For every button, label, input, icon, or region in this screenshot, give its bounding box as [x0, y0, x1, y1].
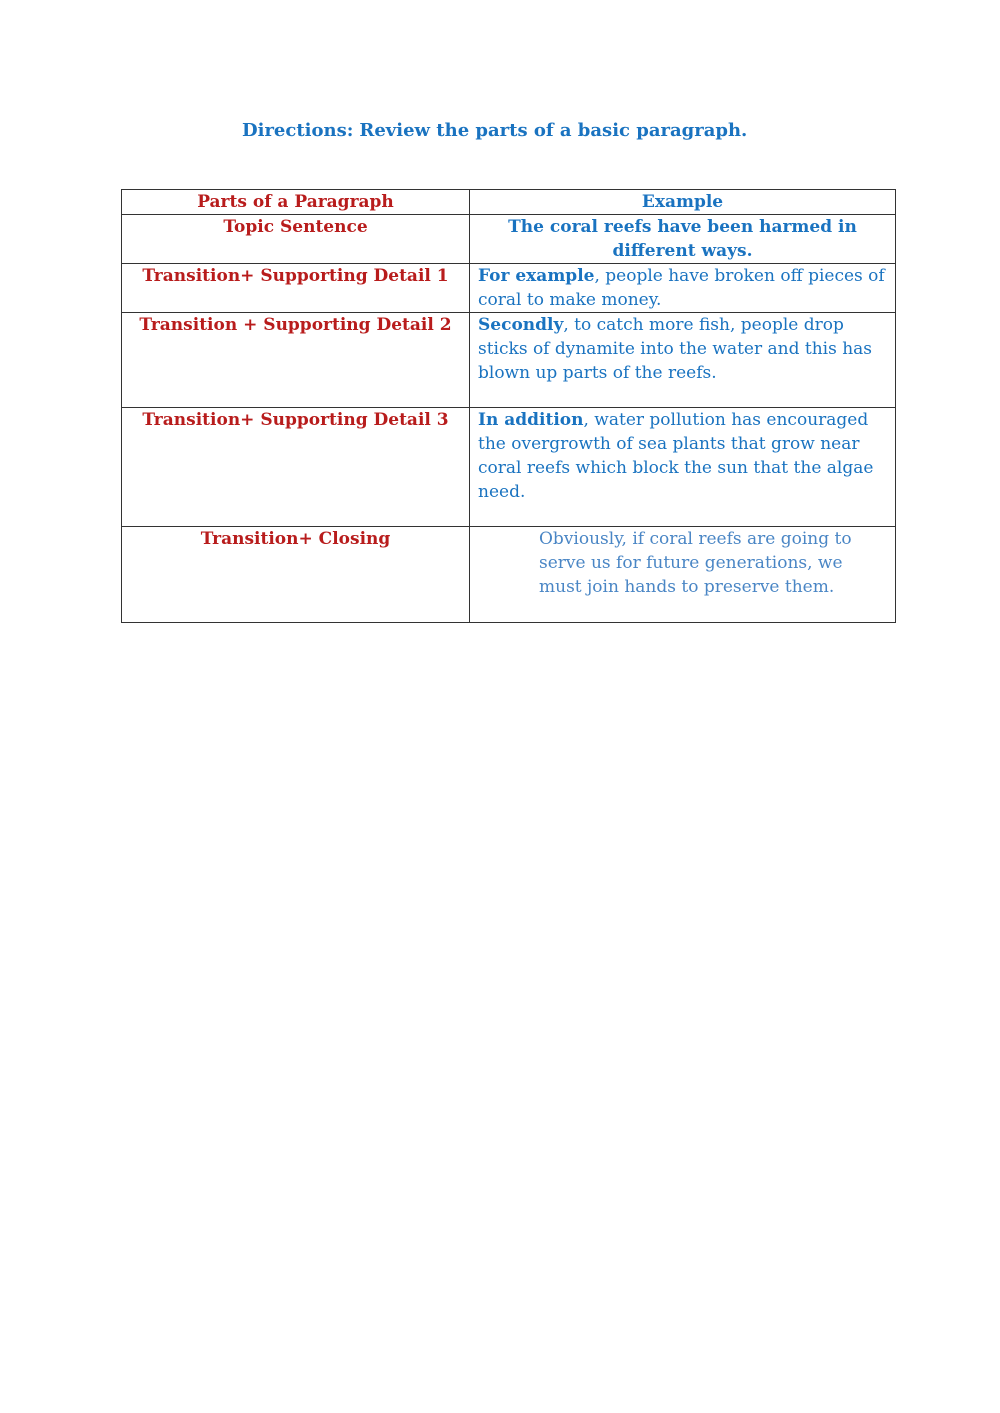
directions-text: Review the parts of a basic paragraph.	[359, 120, 748, 141]
directions-line	[242, 120, 747, 141]
example-text: The coral reefs have been harmed in different ways.	[470, 215, 896, 264]
directions-lead: Directions:	[242, 120, 354, 141]
table-row	[122, 264, 896, 313]
table-row	[122, 527, 896, 623]
part-label: Transition + Supporting Detail 2	[122, 313, 470, 408]
paragraph-parts-table	[121, 189, 896, 623]
example-cell	[470, 408, 896, 527]
transition-word: In addition	[478, 410, 584, 430]
part-label: Transition+ Supporting Detail 1	[122, 264, 470, 313]
header-parts-of-paragraph: Parts of a Paragraph	[122, 190, 470, 215]
transition-word: For example	[478, 266, 595, 286]
table-row	[122, 215, 896, 264]
table-row	[122, 408, 896, 527]
table-row	[122, 313, 896, 408]
transition-word: Secondly	[478, 315, 564, 335]
part-label: Topic Sentence	[122, 215, 470, 264]
part-label: Transition+ Supporting Detail 3	[122, 408, 470, 527]
table-header-row	[122, 190, 896, 215]
example-text: Obviously, if coral reefs are going to serve us for future generations, we must join hands to preserve them.	[470, 527, 896, 623]
part-label: Transition+ Closing	[122, 527, 470, 623]
example-text: , to catch more fish, people drop sticks of dynamite into the water and this has blown up parts of the reefs.	[478, 315, 873, 383]
example-text: , people have broken off pieces of coral to make money.	[478, 266, 885, 310]
example-cell	[470, 264, 896, 313]
example-cell	[470, 313, 896, 408]
example-text: , water pollution has encouraged the overgrowth of sea plants that grow near coral reefs which block the sun that the algae need.	[478, 410, 874, 502]
header-example: Example	[470, 190, 896, 215]
